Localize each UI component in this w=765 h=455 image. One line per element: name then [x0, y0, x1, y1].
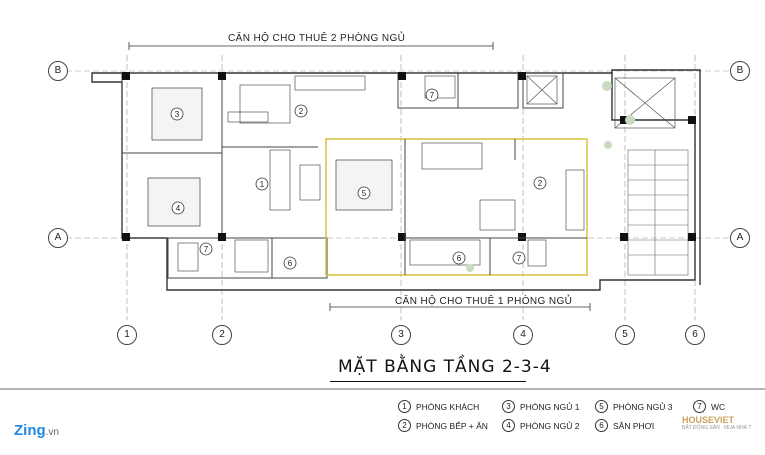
zing-logo: [14, 422, 59, 439]
legend-item-1: [398, 400, 479, 413]
axis-row-b-right: B: [730, 61, 750, 81]
legend-item-5: [595, 400, 673, 413]
room-mark-5: 5: [361, 189, 367, 198]
legend-item-7: [693, 400, 725, 413]
legend-text: PHÒNG NGỦ 2: [520, 420, 580, 431]
axis-col-3: 3: [391, 325, 411, 345]
room-mark-7b: 7: [429, 91, 435, 100]
legend-text: SÂN PHƠI: [613, 420, 655, 431]
legend-item-2: [398, 419, 488, 432]
legend-num: 3: [502, 400, 515, 413]
legend-text: WC: [711, 401, 726, 412]
bottom-unit-label: CĂN HỘ CHO THUÊ 1 PHÒNG NGỦ: [395, 296, 573, 307]
axis-row-b-left: B: [48, 61, 68, 81]
legend-text: PHÒNG NGỦ 1: [520, 401, 580, 412]
apartment-1br-walls: [405, 139, 587, 275]
legend-text: PHÒNG KHÁCH: [416, 401, 480, 412]
axis-col-6: 6: [685, 325, 705, 345]
legend-num: 4: [502, 419, 515, 432]
zing-logo-text: Zing: [14, 422, 46, 439]
legend-item-3: [502, 400, 580, 413]
plan-title: MẶT BẰNG TẦNG 2-3-4: [338, 357, 552, 377]
plants: [466, 81, 635, 272]
legend-item-6: [595, 419, 654, 432]
room-mark-7c: 7: [516, 254, 522, 263]
room-mark-6: 6: [287, 259, 293, 268]
room-mark-7: 7: [203, 245, 209, 254]
legend-text: PHÒNG BẾP + ĂN: [416, 420, 488, 431]
room-mark-2: 2: [298, 107, 304, 116]
staircase: [628, 150, 688, 275]
axis-col-2: 2: [212, 325, 232, 345]
zing-logo-suffix: .vn: [45, 427, 59, 438]
axis-row-a-right: A: [730, 228, 750, 248]
legend-num: 7: [693, 400, 706, 413]
houseviet-logo-text: HOUSEVIET: [682, 415, 735, 425]
legend-text: PHÒNG NGỦ 3: [613, 401, 673, 412]
room-mark-1: 1: [259, 180, 265, 189]
room-mark-3: 3: [174, 110, 180, 119]
room-mark-4: 4: [175, 204, 181, 213]
top-unit-label: CĂN HỘ CHO THUÊ 2 PHÒNG NGỦ: [228, 33, 406, 44]
room-mark-6b: 6: [456, 254, 462, 263]
legend-num: 6: [595, 419, 608, 432]
legend-num: 5: [595, 400, 608, 413]
axis-col-4: 4: [513, 325, 533, 345]
room-mark-2b: 2: [537, 179, 543, 188]
legend-num: 2: [398, 419, 411, 432]
furniture: [175, 76, 675, 272]
plan-title-underline: [330, 381, 526, 382]
axis-col-1: 1: [117, 325, 137, 345]
axis-row-a-left: A: [48, 228, 68, 248]
axis-col-5: 5: [615, 325, 635, 345]
legend-num: 1: [398, 400, 411, 413]
houseviet-logo: [682, 415, 751, 431]
legend-item-4: [502, 419, 580, 432]
structural-columns: [122, 72, 696, 241]
houseviet-logo-sub: BẤT ĐỘNG SẢN · MUA NHÀ ?: [682, 425, 752, 431]
